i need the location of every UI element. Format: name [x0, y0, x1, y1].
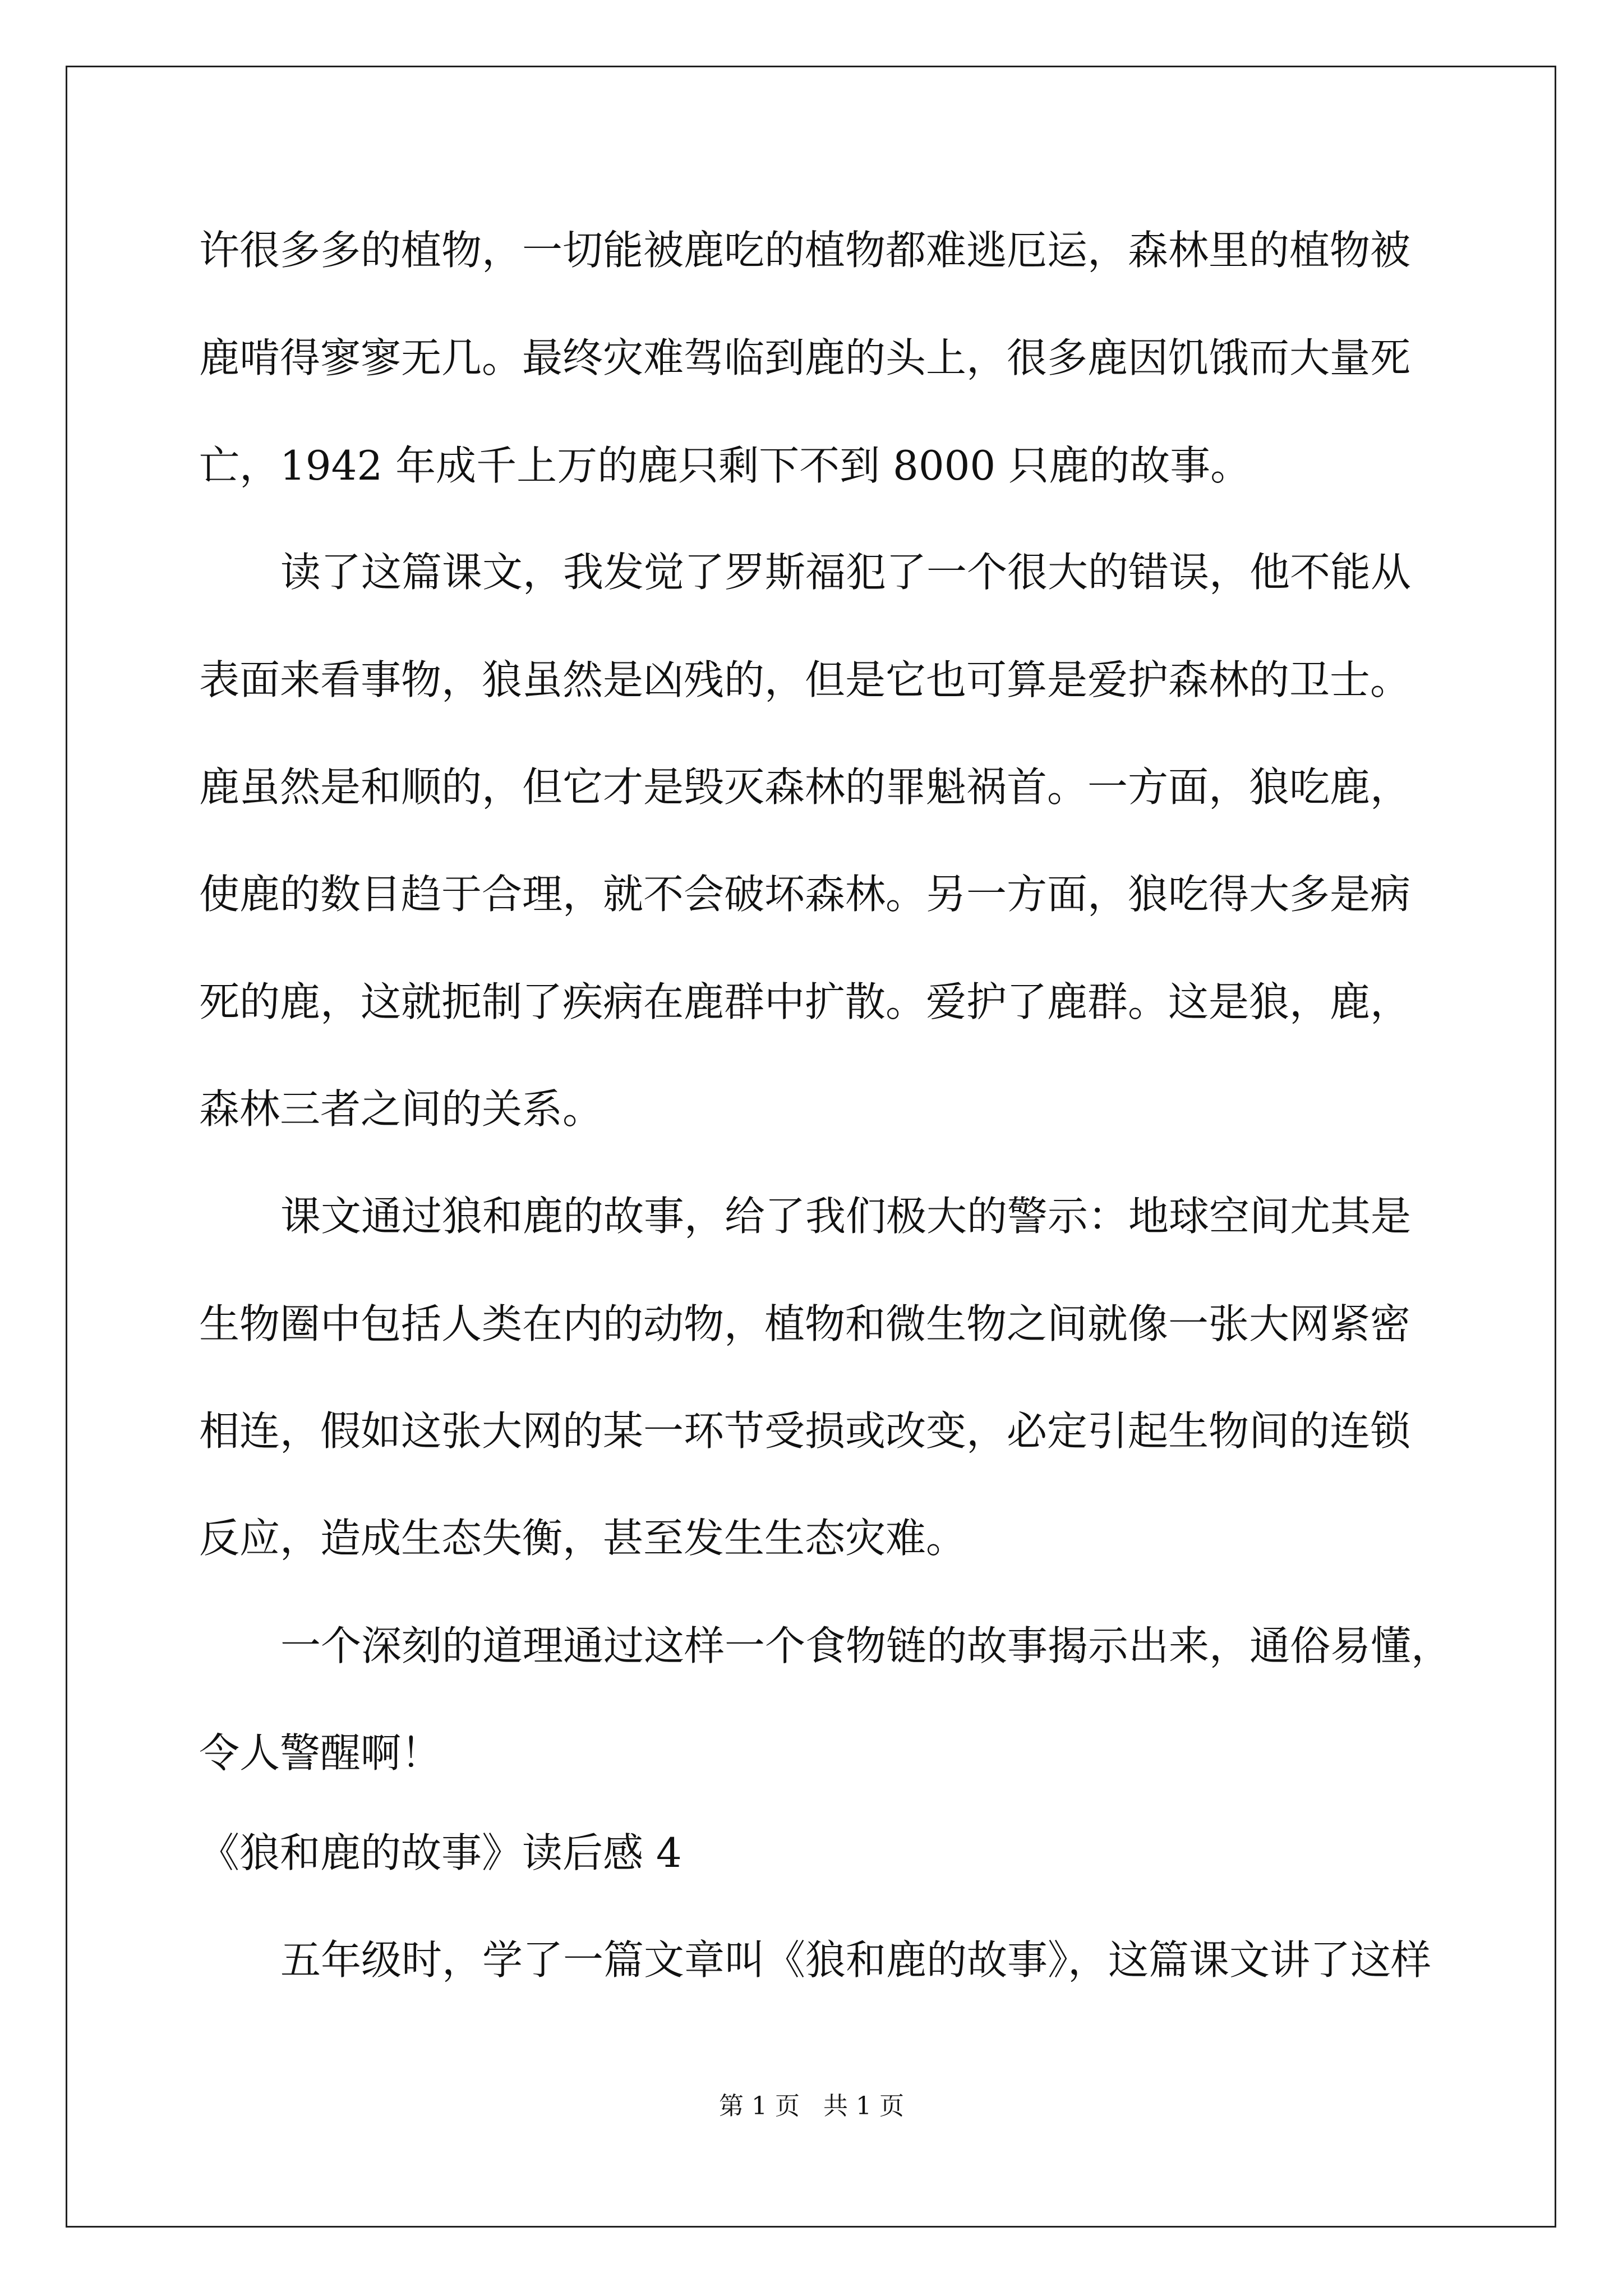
paragraph-first-line: 一个深刻的道理通过这样一个食物链的故事揭示出来，通俗易懂， — [280, 1622, 1452, 1669]
body-line: 反应，造成生态失衡，甚至发生生态灾难。 — [199, 1515, 967, 1562]
body-line: 鹿虽然是和顺的，但它才是毁灭森林的罪魁祸首。一方面，狼吃鹿， — [199, 763, 1411, 811]
body-line: 相连，假如这张大网的某一环节受损或改变，必定引起生物间的连锁 — [199, 1407, 1411, 1455]
body-line: 使鹿的数目趋于合理，就不会破坏森林。另一方面，狼吃得大多是病 — [199, 871, 1411, 918]
body-line: 森林三者之间的关系。 — [199, 1085, 603, 1133]
body-line: 生物圈中包括人类在内的动物，植物和微生物之间就像一张大网紧密 — [199, 1300, 1411, 1347]
paragraph-first-line: 五年级时，学了一篇文章叫《狼和鹿的故事》，这篇课文讲了这样 — [280, 1936, 1432, 1984]
body-line: 亡，1942 年成千上万的鹿只剩下不到 8000 只鹿的故事。 — [199, 442, 1251, 489]
body-line: 表面来看事物，狼虽然是凶残的，但是它也可算是爱护森林的卫士。 — [199, 656, 1411, 703]
body-line: 令人警醒啊！ — [199, 1729, 442, 1777]
paragraph-first-line: 读了这篇课文，我发觉了罗斯福犯了一个很大的错误，他不能从 — [280, 549, 1412, 596]
body-line: 鹿啃得寥寥无几。最终灾难驾临到鹿的头上，很多鹿因饥饿而大量死 — [199, 334, 1411, 381]
paragraph-first-line: 课文通过狼和鹿的故事，给了我们极大的警示：地球空间尤其是 — [280, 1193, 1412, 1240]
page-footer: 第 1 页 共 1 页 — [719, 2092, 904, 2120]
section-heading: 《狼和鹿的故事》读后感 4 — [199, 1829, 682, 1876]
body-line: 许很多多的植物，一切能被鹿吃的植物都难逃厄运，森林里的植物被 — [199, 227, 1411, 274]
page-border — [66, 66, 1556, 2228]
body-line: 死的鹿，这就扼制了疾病在鹿群中扩散。爱护了鹿群。这是狼，鹿， — [199, 978, 1411, 1025]
